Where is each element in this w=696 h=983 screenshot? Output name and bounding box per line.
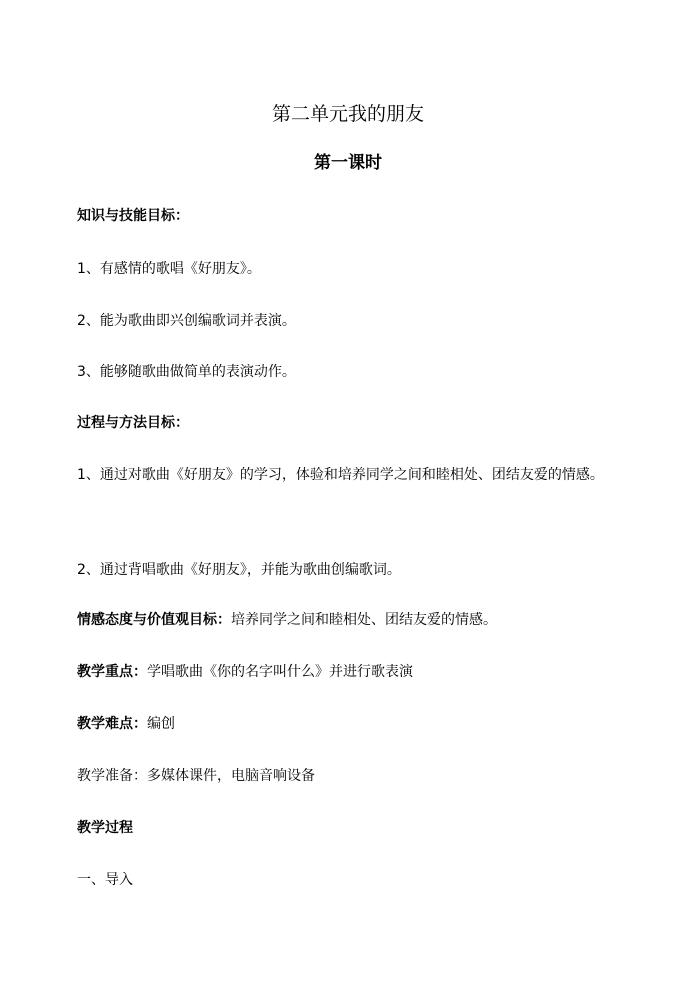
- teaching-difficulty: [77, 713, 637, 735]
- emotion-goal: [77, 609, 637, 631]
- teaching-procedure-heading: 教学过程: [77, 820, 133, 836]
- emotion-goal-label: 情感态度与价值观目标：: [77, 612, 231, 628]
- knowledge-goal-2: 2、能为歌曲即兴创编歌词并表演。: [77, 313, 296, 329]
- knowledge-goal-1: 1、有感情的歌唱《好朋友》。: [77, 261, 261, 277]
- document-title: 第二单元我的朋友: [271, 103, 424, 125]
- emotion-goal-text: 培养同学之间和睦相处、团结友爱的情感。: [231, 612, 497, 628]
- process-goal-1: 1、通过对歌曲《好朋友》的学习，体验和培养同学之间和睦相处、团结友爱的情感。: [77, 467, 604, 483]
- process-goal-2: 2、通过背唱歌曲《好朋友》，并能为歌曲创编歌词。: [77, 562, 401, 578]
- teaching-focus-label: 教学重点：: [77, 664, 147, 680]
- teaching-focus-text: 学唱歌曲《你的名字叫什么》并进行歌表演: [147, 664, 413, 680]
- lesson-subtitle: 第一课时: [314, 153, 382, 173]
- teaching-difficulty-label: 教学难点：: [77, 716, 147, 732]
- knowledge-goals-heading: 知识与技能目标：: [77, 208, 189, 224]
- teaching-preparation-text: 多媒体课件，电脑音响设备: [147, 768, 315, 784]
- process-goals-heading: 过程与方法目标：: [77, 415, 189, 431]
- knowledge-goal-3: 3、能够随歌曲做简单的表演动作。: [77, 364, 296, 380]
- teaching-focus: [77, 661, 637, 683]
- section-1-heading: 一、导入: [77, 872, 133, 888]
- teaching-difficulty-text: 编创: [147, 716, 175, 732]
- teaching-preparation: [77, 765, 637, 787]
- teaching-preparation-label: 教学准备：: [77, 768, 147, 784]
